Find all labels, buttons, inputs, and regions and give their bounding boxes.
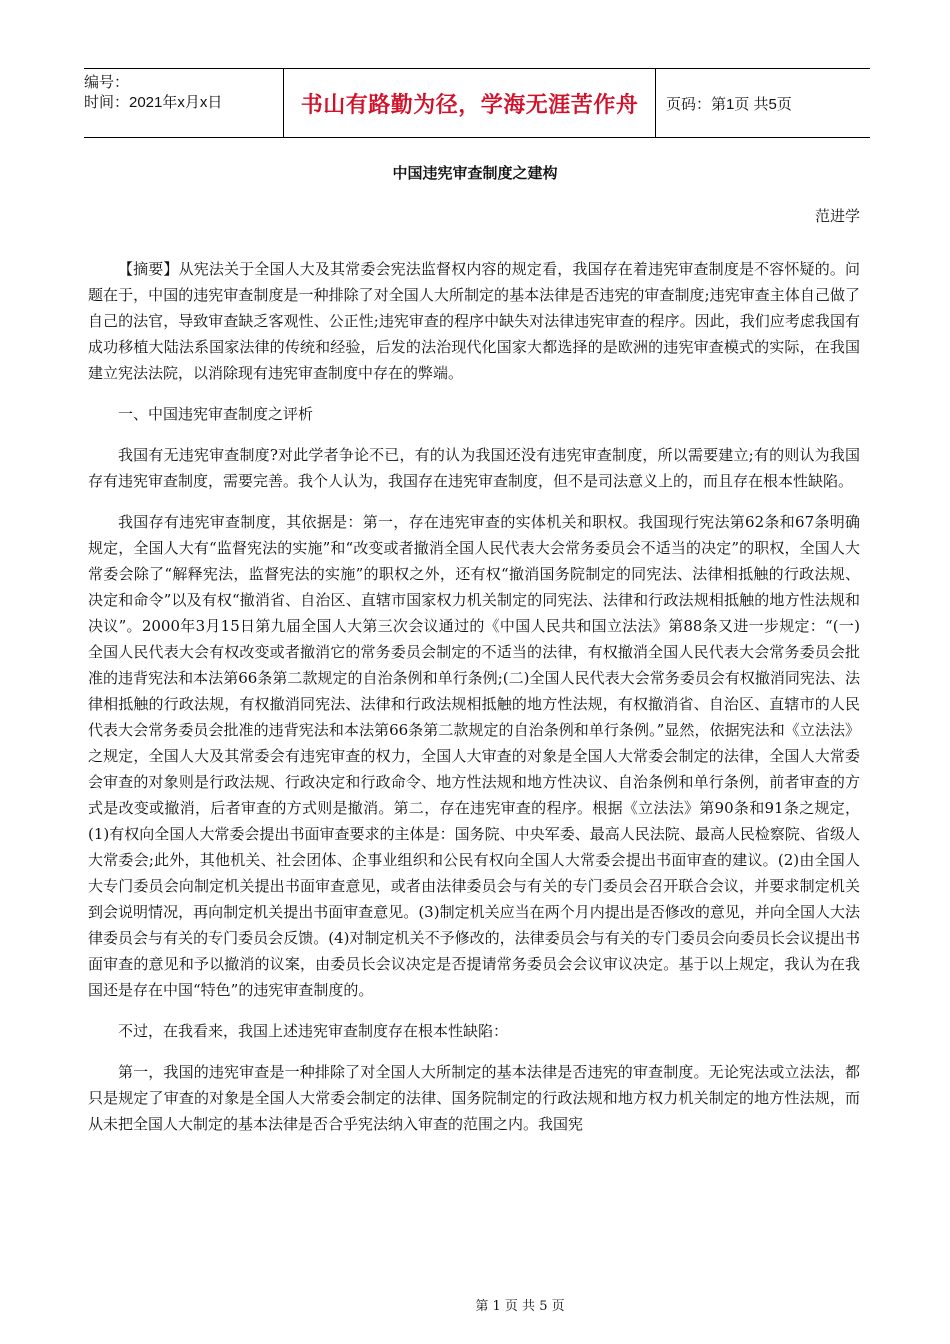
section-heading: 一、中国违宪审查制度之评析 <box>118 405 314 423</box>
document-header <box>84 68 870 138</box>
header-page-info: 页码：第1页 共5页 <box>666 95 792 113</box>
body-paragraph: 不过，在我看来，我国上述违宪审查制度存在根本性缺陷： <box>118 1022 509 1040</box>
body-paragraph: 我国有无违宪审查制度?对此学者争论不已，有的认为我国还没有违宪审查制度，所以需要建立;有的则认为我国存有违宪审查制度，需要完善。我个人认为，我国存在违宪审查制度，但不是司法意义上的，而且存在根本性缺陷。 <box>88 446 860 490</box>
page-footer: 第 1 页 共 5 页 <box>475 1299 565 1314</box>
time-label: 时间：2021年x月x日 <box>84 94 223 111</box>
number-label: 编号： <box>84 74 130 91</box>
abstract-paragraph: 【摘要】从宪法关于全国人大及其常委会宪法监督权内容的规定看，我国存在着违宪审查制度是不容怀疑的。问题在于，中国的违宪审查制度是一种排除了对全国人大所制定的基本法律是否违宪的审查制度;违宪审查主体自己做了自己的法官，导致审查缺乏客观性、公正性;违宪审查的程序中缺失对法律违宪审查的程序。因此，我们应考虑我国有成功移植大陆法系国家法律的传统和经验，后发的法治现代化国家大都选择的是欧洲的违宪审查模式的实际，在我国建立宪法法院，以消除现有违宪审查制度中存在的弊端。 <box>88 260 860 382</box>
document-author: 范进学 <box>814 207 860 225</box>
document-body <box>88 256 860 1152</box>
header-motto: 书山有路勤为径，学海无涯苦作舟 <box>284 69 656 137</box>
body-paragraph: 第一，我国的违宪审查是一种排除了对全国人大所制定的基本法律是否违宪的审查制度。无论宪法或立法法，都只是规定了审查的对象是全国人大常委会制定的法律、国务院制定的行政法规和地方权力机关制定的地方性法规，而从未把全国人大制定的基本法律是否合乎宪法纳入审查的范围之内。我国宪 <box>88 1063 860 1133</box>
header-meta <box>84 69 284 137</box>
body-paragraph: 我国存有违宪审查制度，其依据是：第一，存在违宪审查的实体机关和职权。我国现行宪法第62条和67条明确规定，全国人大有“监督宪法的实施”和“改变或者撤消全国人民代表大会常务委员会不适当的决定”的职权，全国人大常委会除了“解释宪法，监督宪法的实施”的职权之外，还有权“撤消国务院制定的同宪法、法律相抵触的行政法规、决定和命令”以及有权“撤消省、自治区、直辖市国家权力机关制定的同宪法、法律和行政法规相抵触的地方性法规和决议”。2000年3月15日第九届全国人大第三次会议通过的《中国人民共和国立法法》第88条又进一步规定：“(一)全国人民代表大会有权改变或者撤消它的常务委员会制定的不适当的法律，有权撤消全国人民代表大会常务委员会批准的违背宪法和本法第66条第二款规定的自治条例和单行条例;(二)全国人民代表大会常务委员会有权撤消同宪法、法律相抵触的行政法规，有权撤消同宪法、法律和行政法规相抵触的地方性法规，有权撤消省、自治区、直辖市的人民代表大会常务委员会批准的违背宪法和本法第66条第二款规定的自治条例和单行条例。”显然，依据宪法和《立法法》之规定，全国人大及其常委会有违宪审查的权力，全国人大审查的对象是全国人大常委会制定的法律，全国人大常委会审查的对象则是行政法规、行政决定和行政命令、地方性法规和地方性决议、自治条例和单行条例，前者审查的方式是改变或撤消，后者审查的方式则是撤消。第二，存在违宪审查的程序。根据《立法法》第90条和91条之规定，(1)有权向全国人大常委会提出书面审查要求的主体是：国务院、中央军委、最高人民法院、最高人民检察院、省级人大常委会;此外，其他机关、社会团体、企事业组织和公民有权向全国人大常委会提出书面审查的建议。(2)由全国人大专门委员会向制定机关提出书面审查意见，或者由法律委员会与有关的专门委员会召开联合会议，并要求制定机关到会说明情况，再向制定机关提出书面审查意见。(3)制定机关应当在两个月内提出是否修改的意见，并向全国人大法律委员会与有关的专门委员会反馈。(4)对制定机关不予修改的，法律委员会与有关的专门委员会向委员长会议提出书面审查的意见和予以撤消的议案，由委员长会议决定是否提请常务委员会会议审议决定。基于以上规定，我认为在我国还是存在中国“特色”的违宪审查制度的。 <box>88 513 860 999</box>
document-title: 中国违宪审查制度之建构 <box>392 164 558 182</box>
